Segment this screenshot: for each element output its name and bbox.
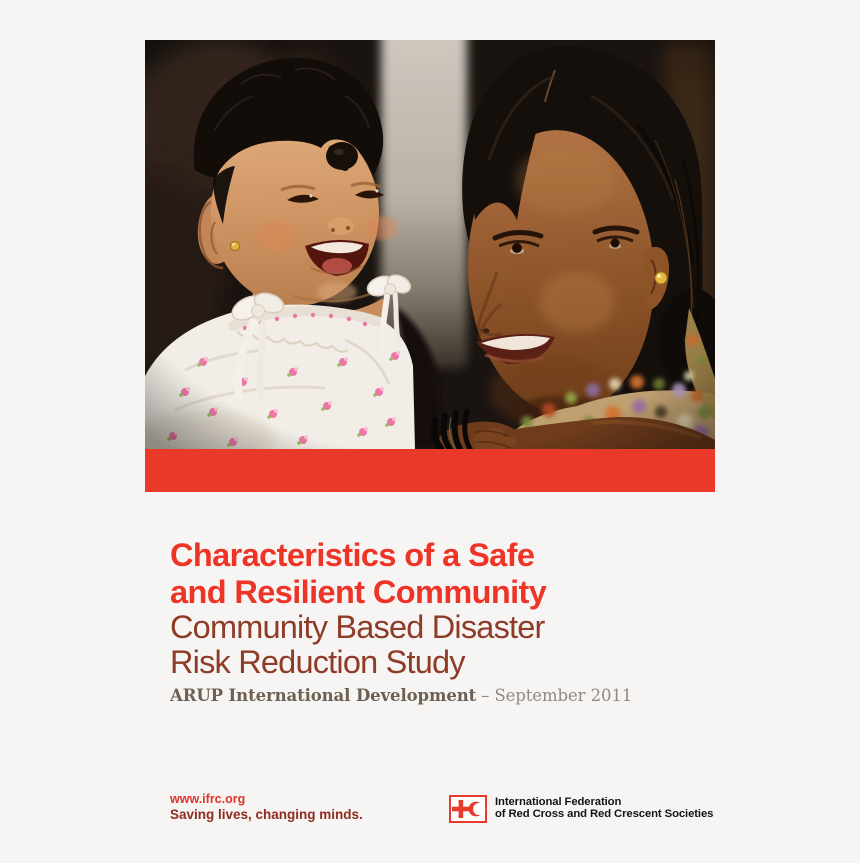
cover-photo bbox=[145, 40, 715, 449]
red-cross-red-crescent-icon bbox=[449, 795, 487, 823]
ifrc-org-line-1: International Federation bbox=[495, 796, 622, 809]
page-title bbox=[170, 537, 546, 610]
tagline: Saving lives, changing minds. bbox=[170, 807, 363, 822]
byline-author: ARUP International Development bbox=[170, 686, 477, 705]
title-line-1: Characteristics of a Safe bbox=[170, 537, 535, 573]
red-band bbox=[145, 449, 715, 492]
byline bbox=[170, 686, 632, 705]
subtitle-line-2: Risk Reduction Study bbox=[170, 643, 465, 680]
website-url: www.ifrc.org bbox=[170, 792, 246, 806]
subtitle-line-1: Community Based Disaster bbox=[170, 609, 545, 645]
byline-date: – September 2011 bbox=[481, 686, 633, 705]
ifrc-org-line-2: of Red Cross and Red Crescent Societies bbox=[495, 808, 714, 820]
footer-left bbox=[170, 792, 363, 823]
footer-right bbox=[449, 795, 713, 823]
ifrc-org-name bbox=[495, 797, 713, 821]
page-subtitle bbox=[170, 610, 545, 679]
photo-vignette bbox=[145, 40, 715, 449]
title-line-2: and Resilient Community bbox=[170, 573, 547, 610]
